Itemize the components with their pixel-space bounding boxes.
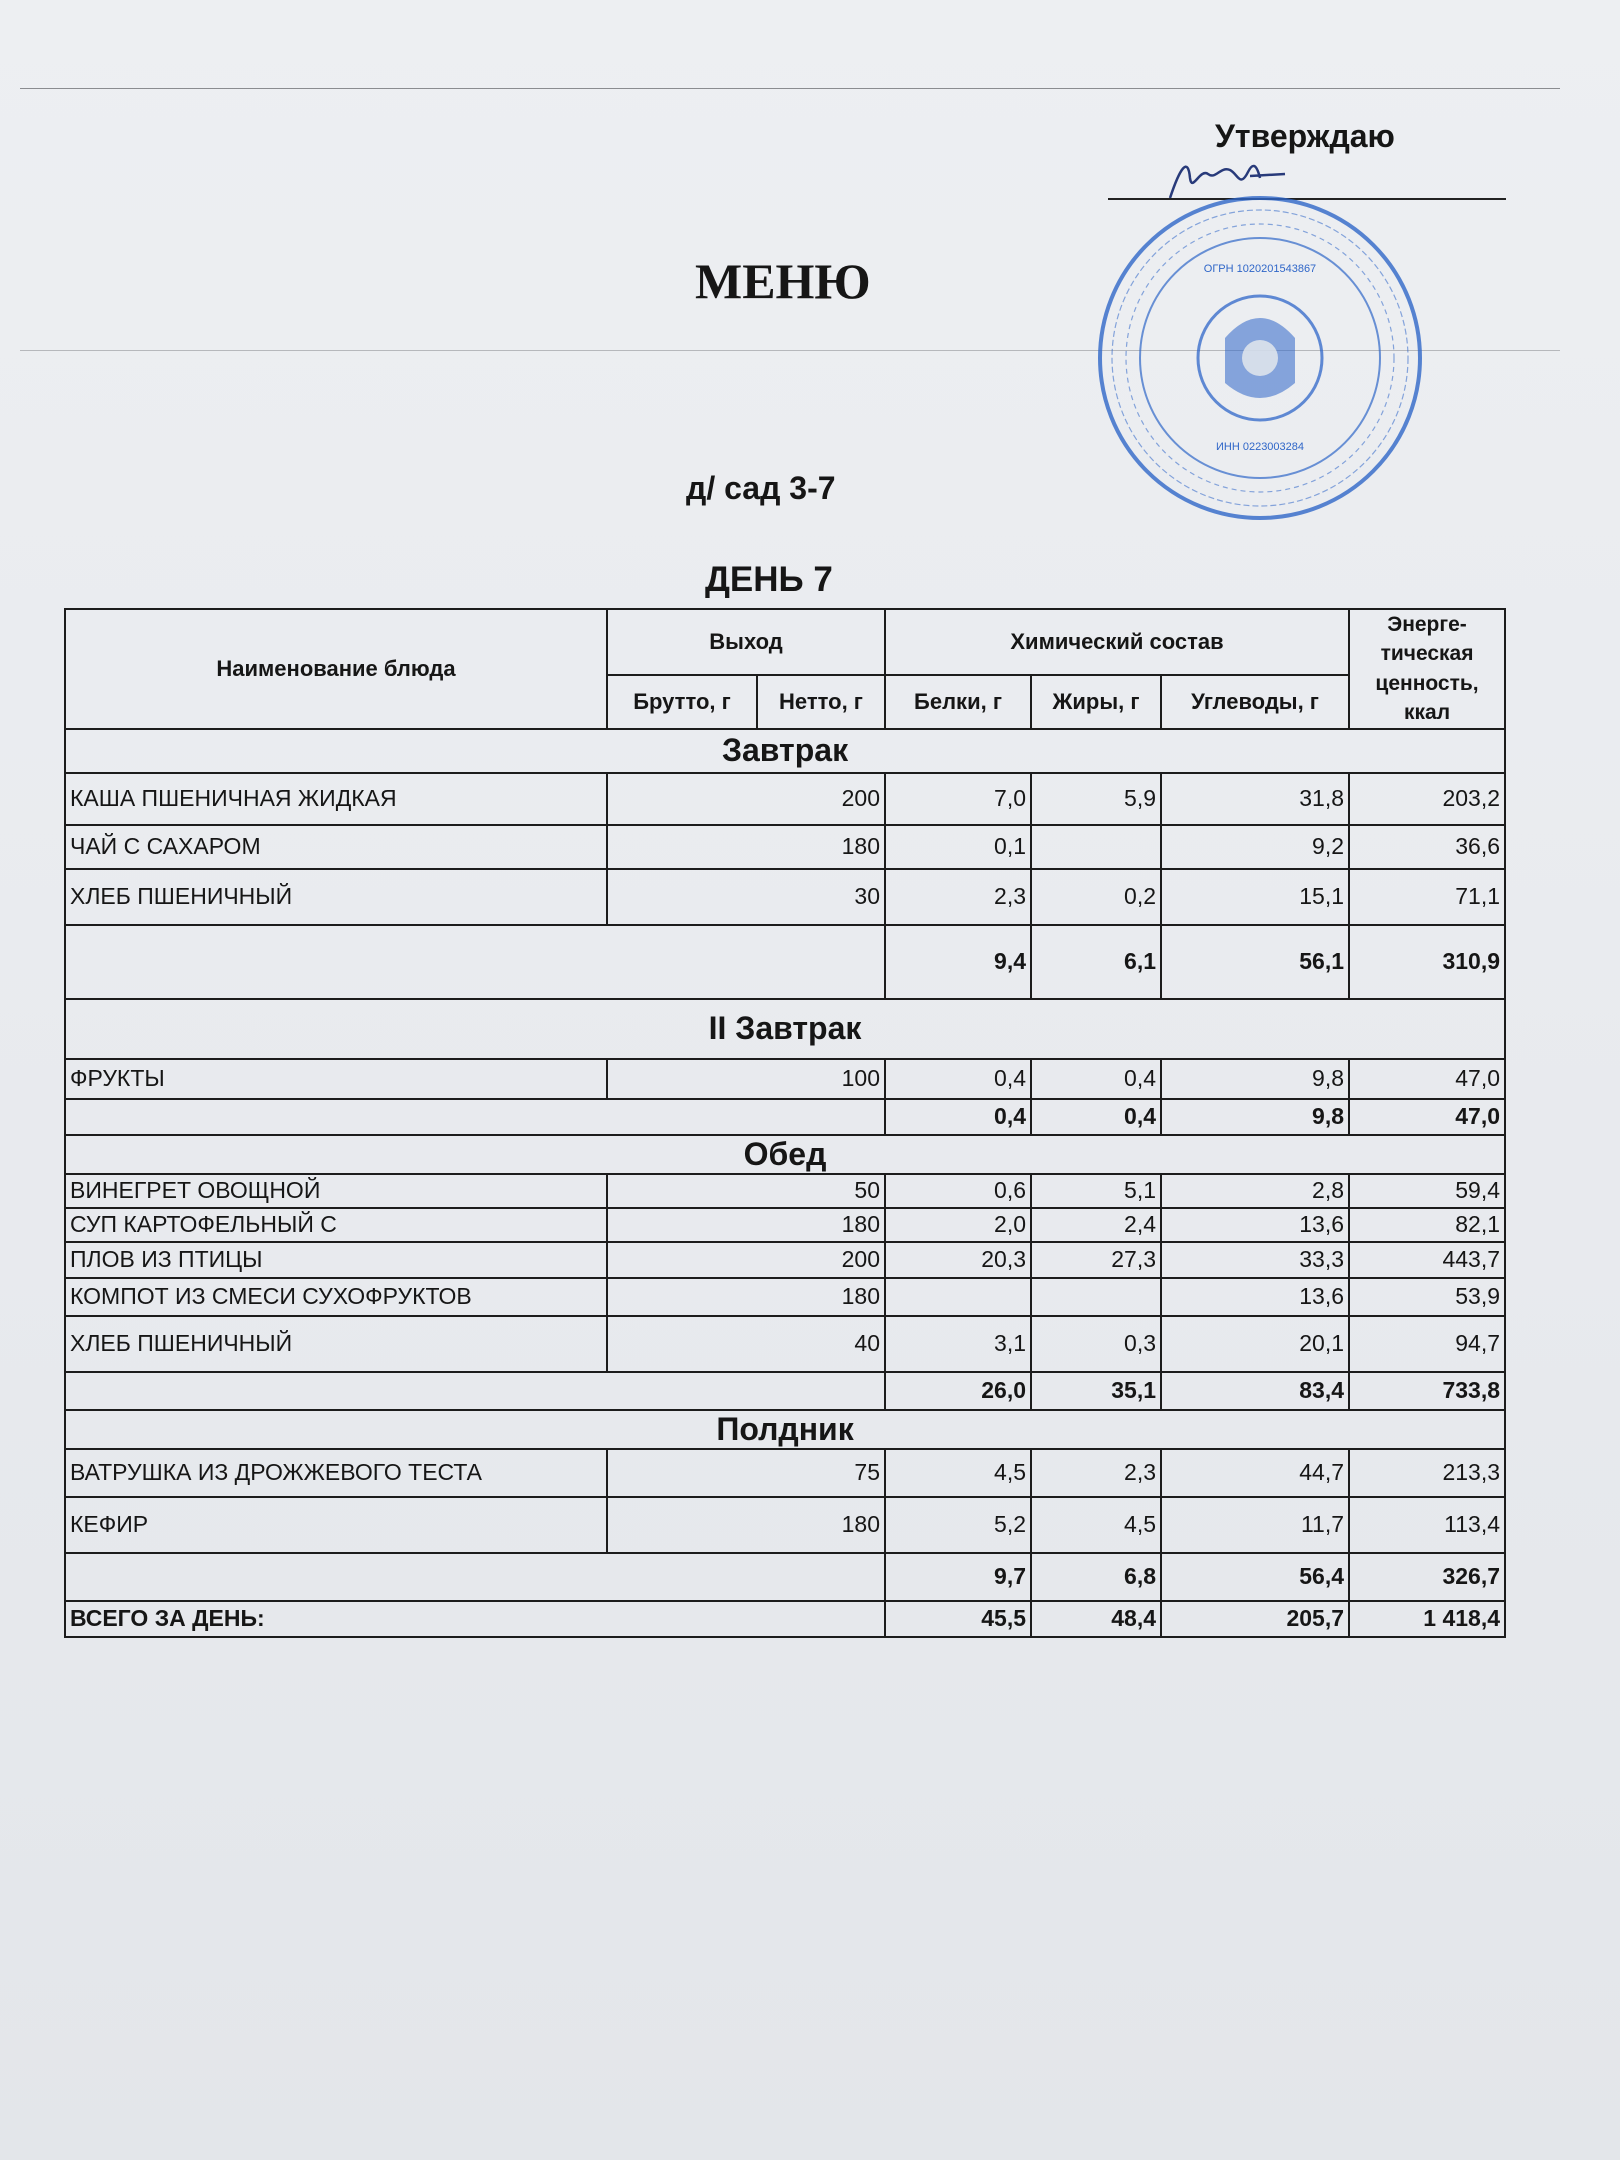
total-protein: 26,0 (885, 1372, 1031, 1410)
dish-weight: 180 (607, 1208, 885, 1242)
dish-fat: 4,5 (1031, 1497, 1161, 1553)
dish-carbs: 44,7 (1161, 1449, 1349, 1497)
header-brutto: Брутто, г (607, 675, 757, 728)
dish-weight: 180 (607, 825, 885, 869)
total-protein: 9,7 (885, 1553, 1031, 1601)
total-carbs: 83,4 (1161, 1372, 1349, 1410)
total-spacer (65, 1553, 885, 1601)
header-name: Наименование блюда (65, 609, 607, 729)
header-protein: Белки, г (885, 675, 1031, 728)
total-fat: 0,4 (1031, 1099, 1161, 1135)
section-header-row (65, 1410, 1505, 1449)
dish-carbs: 2,8 (1161, 1174, 1349, 1208)
total-carbs: 56,4 (1161, 1553, 1349, 1601)
dish-kcal: 203,2 (1349, 773, 1505, 825)
section-title: Полдник (65, 1410, 1505, 1449)
dish-kcal: 213,3 (1349, 1449, 1505, 1497)
total-kcal: 326,7 (1349, 1553, 1505, 1601)
dish-name: КЕФИР (65, 1497, 607, 1553)
section-total-row (65, 925, 1505, 999)
stamp-inn: ИНН 0223003284 (1215, 441, 1305, 453)
dish-kcal: 113,4 (1349, 1497, 1505, 1553)
total-kcal: 733,8 (1349, 1372, 1505, 1410)
dish-protein: 2,0 (885, 1208, 1031, 1242)
dish-kcal: 71,1 (1349, 869, 1505, 925)
dish-name: ЧАЙ С САХАРОМ (65, 825, 607, 869)
dish-kcal: 36,6 (1349, 825, 1505, 869)
total-spacer (65, 925, 885, 999)
dish-fat: 0,2 (1031, 869, 1161, 925)
total-kcal: 310,9 (1349, 925, 1505, 999)
total-spacer (65, 1372, 885, 1410)
section-title: Завтрак (65, 729, 1505, 773)
table-row (65, 1208, 1505, 1242)
section-total-row (65, 1553, 1505, 1601)
header-energy: Энерге-тическая ценность, ккал (1349, 609, 1505, 729)
section-title: Обед (65, 1135, 1505, 1174)
dish-fat: 0,4 (1031, 1059, 1161, 1099)
section-header-row (65, 1135, 1505, 1174)
dish-name: СУП КАРТОФЕЛЬНЫЙ С (65, 1208, 607, 1242)
dish-fat (1031, 1278, 1161, 1316)
total-carbs: 9,8 (1161, 1099, 1349, 1135)
table-row (65, 1278, 1505, 1316)
dish-kcal: 47,0 (1349, 1059, 1505, 1099)
section-header-row (65, 729, 1505, 773)
dish-weight: 75 (607, 1449, 885, 1497)
header-carbs: Углеводы, г (1161, 675, 1349, 728)
dish-name: КАША ПШЕНИЧНАЯ ЖИДКАЯ (65, 773, 607, 825)
dish-protein: 0,1 (885, 825, 1031, 869)
dish-name: КОМПОТ ИЗ СМЕСИ СУХОФРУКТОВ (65, 1278, 607, 1316)
top-edge-line (20, 88, 1560, 89)
dish-carbs: 9,8 (1161, 1059, 1349, 1099)
dish-fat: 5,1 (1031, 1174, 1161, 1208)
dish-weight: 180 (607, 1497, 885, 1553)
dish-protein: 7,0 (885, 773, 1031, 825)
total-fat: 6,1 (1031, 925, 1161, 999)
dish-fat: 2,4 (1031, 1208, 1161, 1242)
dish-carbs: 13,6 (1161, 1278, 1349, 1316)
menu-table (64, 608, 1506, 1638)
section-total-row (65, 1099, 1505, 1135)
dish-weight: 40 (607, 1316, 885, 1372)
dish-name: ХЛЕБ ПШЕНИЧНЫЙ (65, 1316, 607, 1372)
dish-name: ПЛОВ ИЗ ПТИЦЫ (65, 1242, 607, 1278)
dish-weight: 180 (607, 1278, 885, 1316)
dish-carbs: 31,8 (1161, 773, 1349, 825)
dish-kcal: 94,7 (1349, 1316, 1505, 1372)
dish-carbs: 20,1 (1161, 1316, 1349, 1372)
dish-protein: 3,1 (885, 1316, 1031, 1372)
dish-carbs: 11,7 (1161, 1497, 1349, 1553)
dish-protein: 4,5 (885, 1449, 1031, 1497)
table-row (65, 1174, 1505, 1208)
dish-protein: 2,3 (885, 869, 1031, 925)
total-spacer (65, 1099, 885, 1135)
dish-name: ВИНЕГРЕТ ОВОЩНОЙ (65, 1174, 607, 1208)
dish-name: ВАТРУШКА ИЗ ДРОЖЖЕВОГО ТЕСТА (65, 1449, 607, 1497)
official-stamp (1090, 188, 1430, 528)
dish-fat: 5,9 (1031, 773, 1161, 825)
grand-total-carbs: 205,7 (1161, 1601, 1349, 1637)
grand-total-protein: 45,5 (885, 1601, 1031, 1637)
header-netto: Нетто, г (757, 675, 885, 728)
menu-body (65, 729, 1505, 1637)
total-kcal: 47,0 (1349, 1099, 1505, 1135)
dish-weight: 100 (607, 1059, 885, 1099)
dish-protein: 20,3 (885, 1242, 1031, 1278)
section-title: II Завтрак (65, 999, 1505, 1059)
dish-fat: 27,3 (1031, 1242, 1161, 1278)
dish-kcal: 59,4 (1349, 1174, 1505, 1208)
day-label: ДЕНЬ 7 (705, 560, 833, 599)
dish-weight: 50 (607, 1174, 885, 1208)
dish-protein: 0,6 (885, 1174, 1031, 1208)
section-total-row (65, 1372, 1505, 1410)
header-fat: Жиры, г (1031, 675, 1161, 728)
dish-kcal: 82,1 (1349, 1208, 1505, 1242)
table-row (65, 773, 1505, 825)
dish-name: ФРУКТЫ (65, 1059, 607, 1099)
grand-total-kcal: 1 418,4 (1349, 1601, 1505, 1637)
dish-name: ХЛЕБ ПШЕНИЧНЫЙ (65, 869, 607, 925)
header-output: Выход (607, 609, 885, 675)
section-header-row (65, 999, 1505, 1059)
total-protein: 0,4 (885, 1099, 1031, 1135)
table-row (65, 1242, 1505, 1278)
dish-weight: 200 (607, 1242, 885, 1278)
approve-label: Утверждаю (1215, 118, 1395, 154)
subtitle: д/ сад 3-7 (686, 470, 836, 506)
stamp-ogrn: ОГРН 1020201543867 (1203, 263, 1317, 275)
dish-protein: 0,4 (885, 1059, 1031, 1099)
dish-weight: 30 (607, 869, 885, 925)
grand-total-label: ВСЕГО ЗА ДЕНЬ: (65, 1601, 885, 1637)
grand-total-fat: 48,4 (1031, 1601, 1161, 1637)
dish-protein: 5,2 (885, 1497, 1031, 1553)
page-title: МЕНЮ (695, 253, 871, 309)
total-protein: 9,4 (885, 925, 1031, 999)
dish-weight: 200 (607, 773, 885, 825)
dish-carbs: 15,1 (1161, 869, 1349, 925)
dish-fat: 0,3 (1031, 1316, 1161, 1372)
dish-kcal: 443,7 (1349, 1242, 1505, 1278)
header-chem: Химический состав (885, 609, 1349, 675)
grand-total-row (65, 1601, 1505, 1637)
dish-carbs: 9,2 (1161, 825, 1349, 869)
table-row (65, 1316, 1505, 1372)
total-carbs: 56,1 (1161, 925, 1349, 999)
dish-fat (1031, 825, 1161, 869)
dish-protein (885, 1278, 1031, 1316)
dish-fat: 2,3 (1031, 1449, 1161, 1497)
dish-kcal: 53,9 (1349, 1278, 1505, 1316)
table-row (65, 869, 1505, 925)
dish-carbs: 13,6 (1161, 1208, 1349, 1242)
total-fat: 6,8 (1031, 1553, 1161, 1601)
table-row (65, 825, 1505, 869)
table-row (65, 1449, 1505, 1497)
table-row (65, 1497, 1505, 1553)
dish-carbs: 33,3 (1161, 1242, 1349, 1278)
total-fat: 35,1 (1031, 1372, 1161, 1410)
table-row (65, 1059, 1505, 1099)
